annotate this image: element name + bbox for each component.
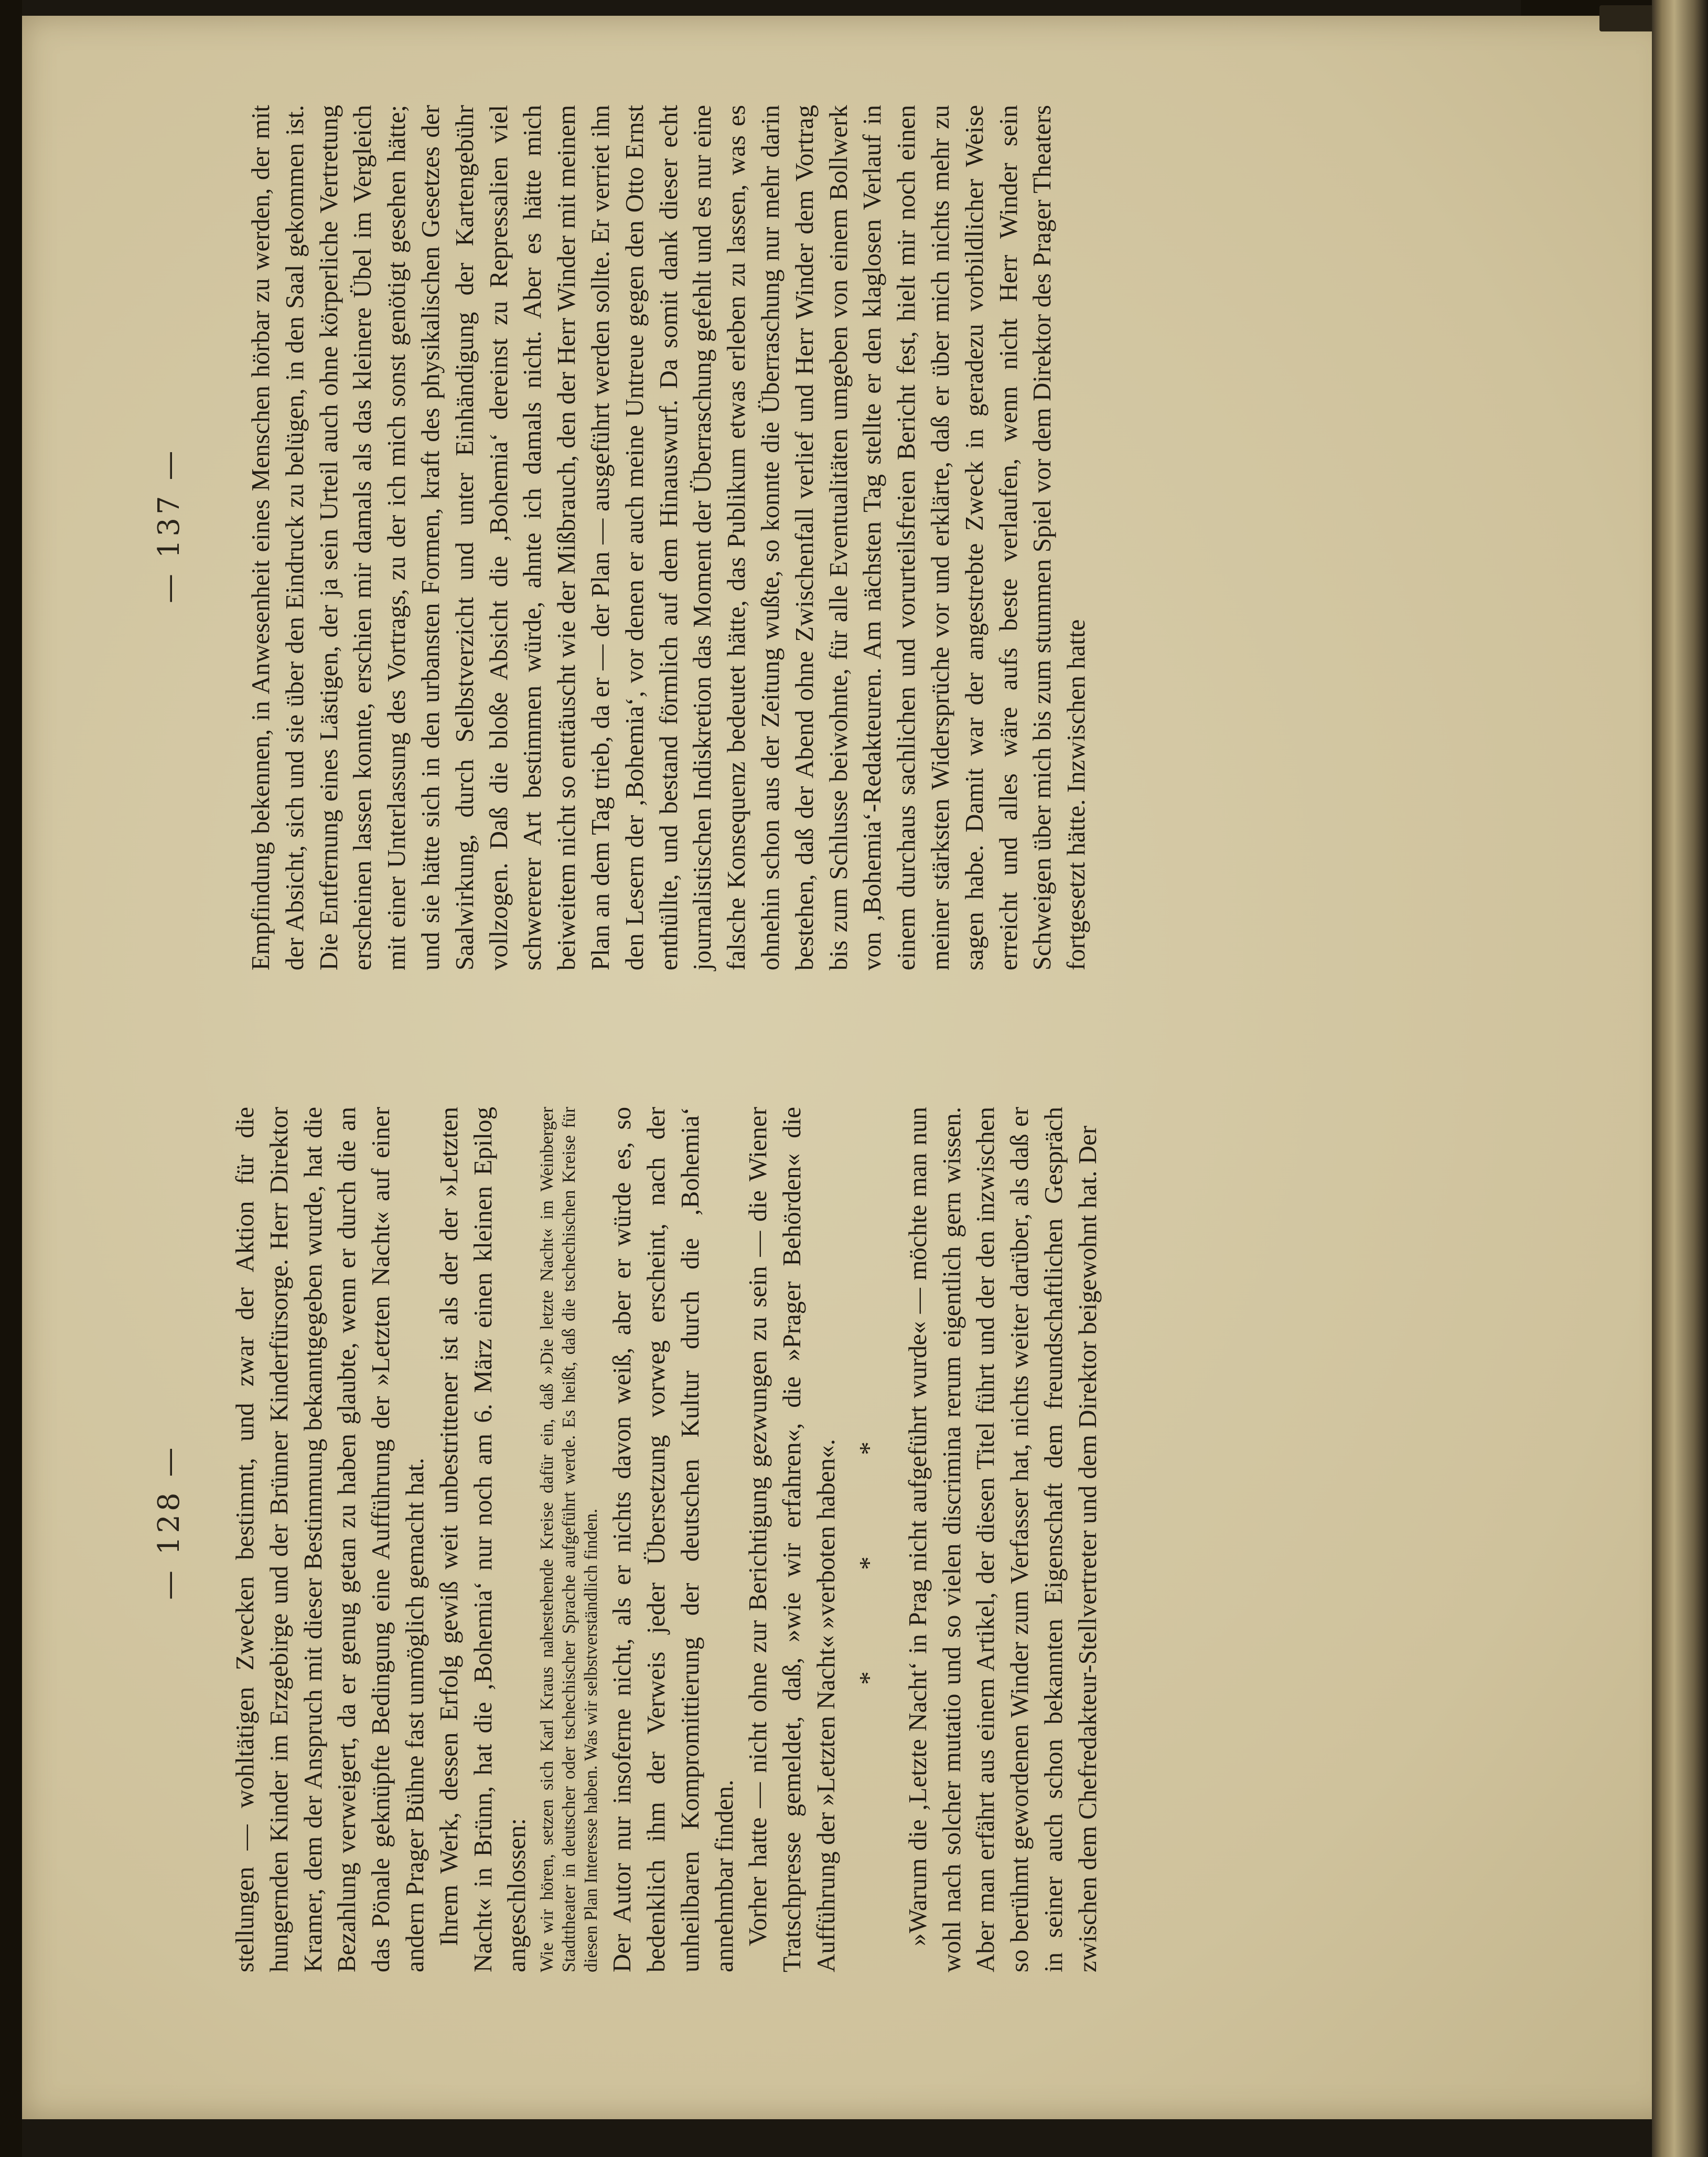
book-spine xyxy=(1652,0,1708,2157)
paragraph: Der Autor nur insoferne nicht, als er nichts davon weiß, aber er würde es, so bedenklich ihm der Verweis jeder Übersetzung vorweg erscheint, nach der unheilbaren Kompromittierung der deutschen Kultur durch die ‚Bohemia‘ annehmbar finden. xyxy=(607,1107,738,1972)
paragraph: »Warum die ‚Letzte Nacht‘ in Prag nicht aufgeführt wurde« — möchte man nun wohl nach solcher mutatio und so vielen discrimina rerum eigentlich gern wissen. Aber man erfährt aus einem Artikel, der diesen Titel führt und der den inzwischen so berühmt gewordenen Winder zum Verfasser hat, nichts weiter darüber, als daß er in seiner auch schon bekannten Eigenschaft dem freundschaftlichen Gespräch zwischen dem Chefredakteur-Stellvertreter und dem Direktor beigewohnt hat. Der xyxy=(903,1107,1102,1972)
scan-background-left xyxy=(0,0,22,2157)
section-divider-stars: * * * xyxy=(854,1394,884,1685)
right-text-column xyxy=(244,105,1093,970)
paragraph: stellungen — wohltätigen Zwecken bestimmt, und zwar der Aktion für die hungernden Kinder im Erzgebirge und der Brünner Kinderfürsorge. Herr Direktor Kramer, dem der Anspruch mit dieser Bestimmung bekanntgegeben wurde, hat die Bezahlung verweigert, da er genug getan zu haben glaubte, wenn er durch die an das Pönale geknüpfte Bedingung eine Aufführung der »Letzten Nacht« auf einer andern Prager Bühne fast unmöglich gemacht hat. xyxy=(230,1107,429,1972)
rotated-spread xyxy=(24,52,1649,2124)
quoted-note: Wie wir hören, setzen sich Karl Kraus nahestehende Kreise dafür ein, daß »Die letzte Nacht« im Weinberger Stadttheater in deutscher oder tschechischer Sprache aufgeführt werde. Es heißt, daß die tschechischen Kreise für diesen Plan Interesse haben. Was wir selbstverständlich finden. xyxy=(536,1107,601,1972)
right-page-number: — 137 — xyxy=(152,447,186,603)
left-page-number: — 128 — xyxy=(152,1444,186,1600)
paragraph: Vorher hatte — nicht ohne zur Berichtigung gezwungen zu sein — die Wiener Tratschpresse gemeldet, daß, »wie wir erfahren«, die »Prager Behörden« die Aufführung der »Letzten Nacht« »verboten haben«. xyxy=(743,1107,840,1972)
paragraph: Ihrem Werk, dessen Erfolg gewiß weit unbestrittener ist als der der »Letzten Nacht« in Brünn, hat die ‚Bohemia‘ nur noch am 6. März einen kleinen Epilog angeschlossen: xyxy=(434,1107,531,1972)
paragraph: Empfindung bekennen, in Anwesenheit eines Menschen hörbar zu werden, der mit der Absicht, sich und sie über den Eindruck zu belügen, in den Saal gekommen ist. Die Entfernung eines Lästigen, der ja sein Urteil auch ohne körperliche Vertretung erscheinen lassen konnte, erschien mir damals als das kleinere Übel im Vergleich mit einer Unterlassung des Vortrags, zu der ich mich sonst genötigt gesehen hätte; und sie hätte sich in den urbansten Formen, kraft des physikalischen Gesetzes der Saalwirkung, durch Selbstverzicht und unter Einhändigung der Kartengebühr vollzogen. Daß die bloße Absicht die ‚Bohemia‘ dereinst zu Repressalien viel schwererer Art bestimmen würde, ahnte ich damals nicht. Aber es hätte mich beiweitem nicht so enttäuscht wie der Mißbrauch, den der Herr Winder mit meinem Plan an dem Tag trieb, da er — der Plan — ausgeführt werden sollte. Er verriet ihn den Lesern der ‚Bohemia‘, vor denen er auch meine Untreue gegen den Otto Ernst enthüllte, und bestand förmlich auf dem Hinauswurf. Da somit dank dieser echt journalistischen Indiskretion das Moment der Überraschung gefehlt und es nur eine falsche Konsequenz bedeutet hätte, das Publikum etwas erleben zu lassen, was es ohnehin schon aus der Zeitung wußte, so konnte die Überraschung nur mehr darin bestehen, daß der Abend ohne Zwischenfall verlief und Herr Winder dem Vortrag bis zum Schlusse beiwohnte, für alle Eventualitäten umgeben von einem Bollwerk von ‚Bohemia‘-Redakteuren. Am nächsten Tag stellte er den klaglosen Verlauf in einem durchaus sachlichen und vorurteilsfreien Bericht fest, hielt mir noch einen meiner stärksten Widersprüche vor und erklärte, daß er über mich nichts mehr zu sagen habe. Damit war der angestrebte Zweck in geradezu vorbildlicher Weise erreicht und alles wäre aufs beste verlaufen, wenn nicht Herr Winder sein Schweigen über mich bis zum stummen Spiel vor dem Direktor des Prager Theaters fortgesetzt hätte. Inzwischen hatte xyxy=(246,105,1091,970)
left-text-column xyxy=(228,1107,1105,1972)
